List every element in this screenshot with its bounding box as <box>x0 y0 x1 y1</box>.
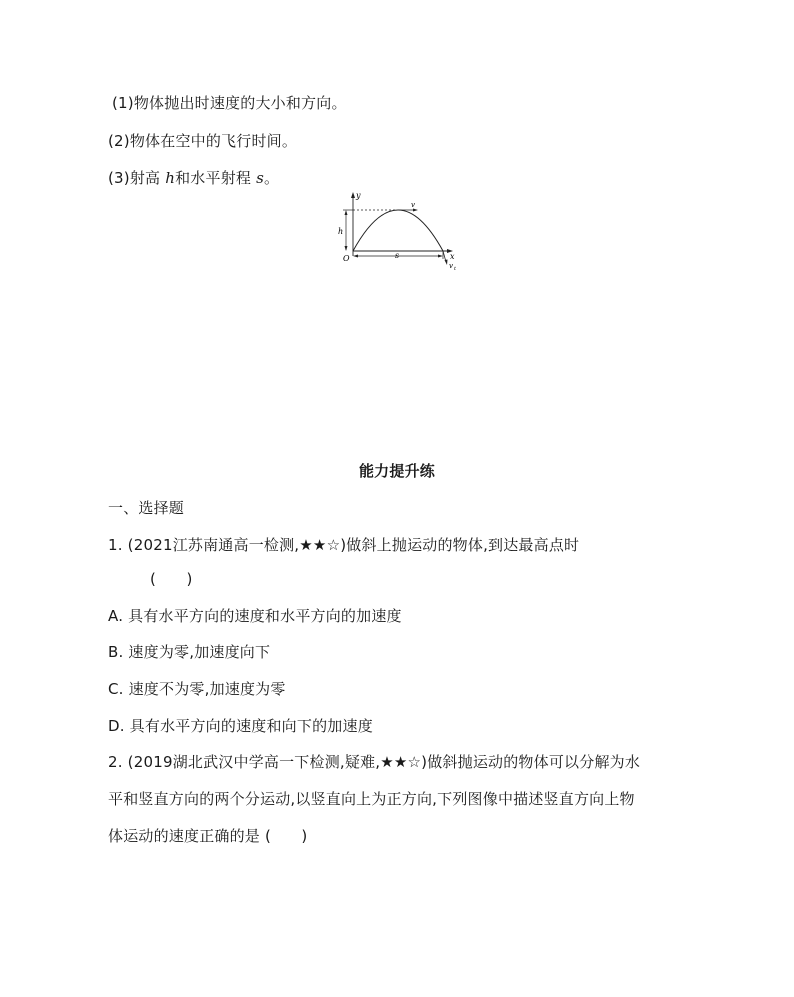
y-axis-arrow <box>351 192 355 198</box>
var-s: s <box>256 169 264 187</box>
question-1-option-d: D. 具有水平方向的速度和向下的加速度 <box>108 717 373 735</box>
var-h: h <box>165 169 176 187</box>
end-velocity-arrow-head <box>445 260 448 266</box>
label-origin: O <box>343 254 350 263</box>
label-s: s <box>395 251 400 260</box>
question-1-stem: 1. (2021江苏南通高一检测,★★☆)做斜上抛运动的物体,到达最高点时 <box>108 536 580 554</box>
range-arrow-left <box>353 255 358 258</box>
sub-question-2: (2)物体在空中的飞行时间。 <box>108 132 298 150</box>
question-2-line-3: 体运动的速度正确的是 ( ) <box>108 827 308 845</box>
range-arrow-right <box>438 255 443 258</box>
label-y: y <box>356 191 361 200</box>
question-1-option-b: B. 速度为零,加速度向下 <box>108 643 271 661</box>
label-apex-v: v <box>411 201 415 209</box>
sub-question-3-mid: 和水平射程 <box>175 169 257 187</box>
sub-question-3-suffix: 。 <box>263 169 280 187</box>
height-arrow-bottom <box>345 246 348 251</box>
sub-question-3 <box>108 168 279 188</box>
section-subtitle: 一、选择题 <box>108 499 185 517</box>
question-2-line-2: 平和竖直方向的两个分运动,以竖直向上为正方向,下列图像中描述竖直方向上物 <box>108 790 635 808</box>
height-arrow-top <box>345 210 348 215</box>
projectile-diagram-svg <box>335 190 460 270</box>
label-end-v-sub: t <box>454 266 457 270</box>
question-2-line-1: 2. (2019湖北武汉中学高一下检测,疑难,★★☆)做斜抛运动的物体可以分解为水 <box>108 753 641 771</box>
section-title: 能力提升练 <box>358 462 435 480</box>
label-x: x <box>450 252 455 261</box>
question-1-blank: ( ) <box>150 570 193 588</box>
question-1-option-c: C. 速度不为零,加速度为零 <box>108 680 286 698</box>
question-1-option-a: A. 具有水平方向的速度和水平方向的加速度 <box>108 607 402 625</box>
label-end-v: v <box>449 262 453 270</box>
projectile-diagram <box>335 190 460 270</box>
sub-question-1: (1)物体抛出时速度的大小和方向。 <box>112 94 347 112</box>
label-h: h <box>338 227 344 236</box>
sub-question-3-prefix: (3)射高 <box>108 169 166 187</box>
trajectory-curve <box>353 210 443 251</box>
